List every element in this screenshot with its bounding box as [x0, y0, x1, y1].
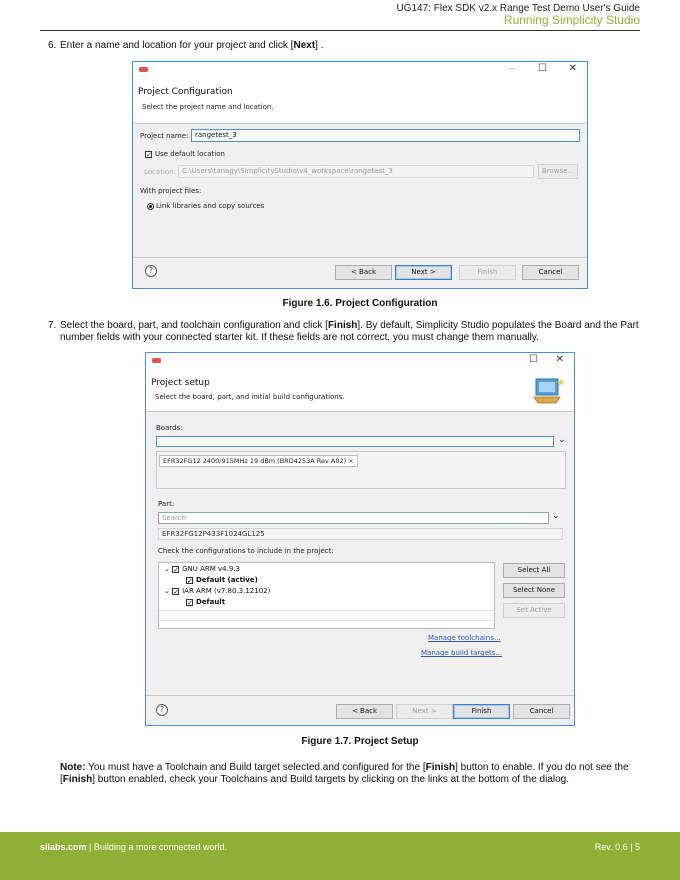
step-text-end: ]. By default, Simplicity Studio populates the Board and the Part number fields with your connected starter kit. If these fields are not correct, you must change them manually.: [60, 320, 639, 343]
step-text: Enter a name and location for your project and click [: [60, 40, 294, 51]
manage-toolchains-link[interactable]: Manage toolchains...: [428, 634, 501, 642]
browse-button[interactable]: Browse...: [538, 164, 578, 179]
help-icon[interactable]: ?: [145, 265, 157, 277]
maximize-icon[interactable]: ☐: [529, 354, 538, 365]
note-text: You must have a Toolchain and Build target selected and configured for the [: [85, 762, 426, 773]
checkbox-check-icon[interactable]: ✓: [187, 598, 193, 607]
boards-label: Boards:: [156, 424, 183, 432]
location-input[interactable]: C:\Users\tanagy\SimplicityStudio\v4_workspace\rangetest_3: [178, 165, 534, 178]
tree-row-gnu-default[interactable]: [186, 576, 258, 584]
with-project-files-label: With project files:: [140, 187, 202, 195]
expand-icon[interactable]: ⌄: [164, 587, 170, 595]
tree-row-iar-arm[interactable]: [164, 587, 270, 595]
step-number: 6.: [48, 40, 57, 51]
footer-tagline: | Building a more connected world.: [86, 842, 227, 852]
header-separator: [146, 411, 574, 412]
checkbox-check-icon[interactable]: ✓: [173, 587, 179, 596]
app-logo-icon: [152, 358, 161, 363]
close-icon[interactable]: ✕: [568, 63, 577, 74]
remove-board-icon[interactable]: ×: [348, 457, 354, 465]
note-paragraph: [60, 762, 640, 786]
header-separator: [133, 123, 587, 124]
note-bold: Finish: [62, 774, 93, 785]
guide-title: UG147: Flex SDK v2.x Range Test Demo User's Guide: [396, 3, 640, 14]
dialog-subtitle: Select the board, part, and initial build configurations.: [155, 393, 345, 401]
note-label: Note:: [60, 762, 86, 773]
figure-caption-1-7: Figure 1.7. Project Setup: [301, 736, 419, 747]
project-name-input[interactable]: rangetest_3: [191, 129, 580, 142]
step-text-end: ] .: [315, 40, 324, 51]
dialog-header-band: [146, 353, 574, 411]
maximize-icon[interactable]: ☐: [538, 63, 547, 74]
dialog-title: Project Configuration: [138, 87, 233, 97]
tree-gridline: [159, 620, 494, 621]
step-bold: Finish: [327, 320, 358, 331]
next-button[interactable]: Next >: [396, 704, 453, 719]
use-default-location-checkbox[interactable]: [145, 150, 225, 158]
select-all-button[interactable]: Select All: [503, 563, 565, 578]
tree-label: Default: [196, 598, 226, 606]
cancel-button[interactable]: Cancel: [513, 704, 570, 719]
select-none-button[interactable]: Select None: [503, 583, 565, 598]
step-bold: Next: [293, 40, 316, 51]
board-chip[interactable]: [159, 455, 358, 467]
part-label: Part:: [158, 500, 175, 508]
cancel-button[interactable]: Cancel: [522, 265, 579, 280]
section-title: Running Simplicity Studio: [503, 13, 640, 27]
note-text: ] button to enable. If you do not see the [: [60, 762, 629, 785]
tree-label: GNU ARM v4.9.3: [182, 565, 240, 573]
footer-site: [40, 842, 227, 852]
board-chip-label: EFR32FG12 2400/915MHz 19 dBm (BRD4253A Rev A02): [163, 457, 347, 465]
tree-row-gnu-arm[interactable]: [164, 565, 240, 573]
boards-dropdown-icon[interactable]: ⌄: [558, 435, 566, 445]
set-active-button[interactable]: Set Active: [503, 603, 565, 618]
link-libraries-radio[interactable]: [147, 202, 264, 210]
checkbox-check-icon: ✓: [146, 150, 152, 159]
location-label: Location:: [144, 168, 176, 176]
dialog-subtitle: Select the project name and location.: [142, 103, 274, 111]
back-button[interactable]: < Back: [336, 704, 393, 719]
footer-site-link[interactable]: silabs.com: [40, 842, 87, 852]
minimize-icon[interactable]: —: [507, 63, 517, 74]
tree-gridline: [159, 610, 494, 611]
dialog-title: Project setup: [151, 378, 210, 388]
step-text: Select the board, part, and toolchain configuration and click [: [60, 320, 328, 331]
figure-caption-1-6: Figure 1.6. Project Configuration: [282, 298, 438, 309]
note-bold: Finish: [425, 762, 456, 773]
expand-icon[interactable]: ⌄: [164, 565, 170, 573]
finish-button[interactable]: Finish: [453, 704, 510, 719]
toolchain-tree: [158, 562, 495, 629]
project-setup-wizard-icon: [532, 375, 568, 405]
tree-row-iar-default[interactable]: [186, 598, 225, 606]
next-button[interactable]: Next >: [395, 265, 452, 280]
help-icon[interactable]: ?: [156, 704, 168, 716]
page-footer: [0, 832, 680, 880]
step-6: [48, 40, 644, 52]
note-text: ] button enabled, check your Toolchains and Build targets by clicking on the links at the bottom of the dialog.: [92, 774, 570, 785]
back-button[interactable]: < Back: [335, 265, 392, 280]
step-number: 7.: [48, 320, 57, 331]
part-dropdown-icon[interactable]: ⌄: [552, 511, 560, 521]
radio-label: Link libraries and copy sources: [156, 202, 265, 210]
project-configuration-dialog: [132, 61, 588, 289]
checkbox-check-icon[interactable]: ✓: [187, 576, 193, 585]
header-rule: [40, 30, 640, 31]
project-setup-dialog: [145, 352, 575, 726]
tree-label: Default (active): [196, 576, 258, 584]
boards-input[interactable]: [156, 436, 554, 447]
checkbox-check-icon[interactable]: ✓: [173, 565, 179, 574]
app-logo-icon: [139, 67, 148, 72]
check-configurations-label: Check the configurations to include in the project:: [158, 547, 334, 555]
footer-separator: [146, 695, 574, 696]
footer-separator: [133, 257, 587, 258]
manage-build-targets-link[interactable]: Manage build targets...: [421, 649, 503, 657]
project-name-label: Project name:: [140, 132, 189, 140]
part-search-input[interactable]: Search: [158, 512, 549, 524]
step-7: [48, 320, 644, 344]
part-value-field: EFR32FG12P433F1024GL125: [158, 528, 563, 540]
footer-revision: Rev. 0.6 | 5: [594, 842, 640, 852]
finish-button[interactable]: Finish: [459, 265, 516, 280]
close-icon[interactable]: ✕: [555, 354, 564, 365]
use-default-label: Use default location: [155, 150, 225, 158]
tree-label: IAR ARM (v7.80.3.12102): [182, 587, 271, 595]
radio-selected-icon: [147, 203, 154, 210]
